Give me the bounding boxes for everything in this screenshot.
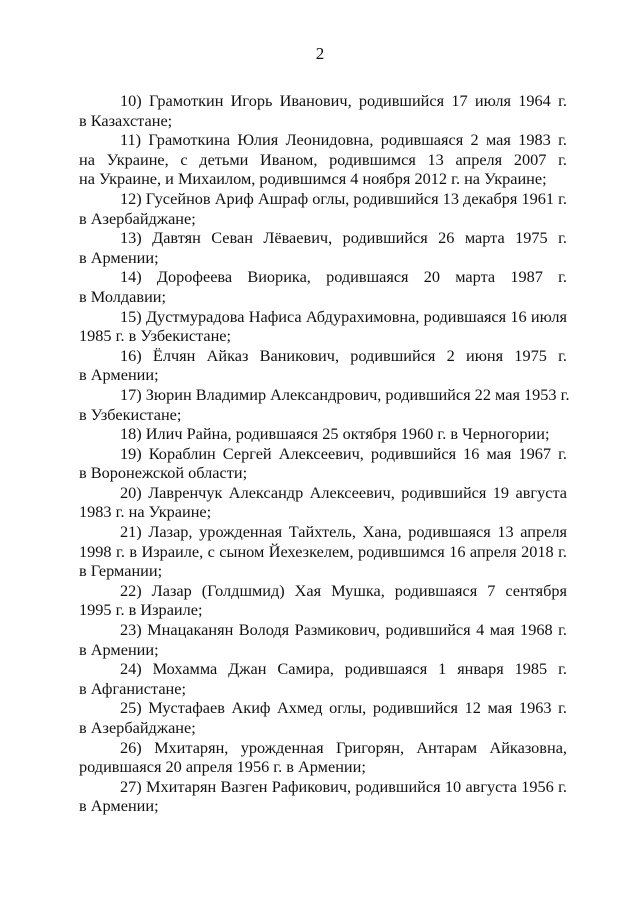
list-item [79, 738, 567, 777]
list-item [79, 189, 567, 228]
list-item-line: 27) Мхитарян Вазген Рафикович, родившийся 10 августа 1956 г. [120, 776, 567, 796]
list-item-line: 16) Ёлчян Айказ Ваникович, родившийся 2 июня 1975 г. [120, 345, 567, 365]
list-item-line: 13) Давтян Севан Лёваевич, родившийся 26 марта 1975 г. [120, 228, 567, 248]
list-item-line: в Армении; [79, 639, 159, 659]
list-item [79, 130, 567, 189]
list-item-line: 1983 г. на Украине; [79, 502, 212, 522]
list-item-line: в Азербайджане; [79, 718, 196, 737]
list-item [79, 483, 567, 522]
list-item-line: 10) Грамоткин Игорь Иванович, родившийся 17 июля 1964 г. [120, 91, 567, 110]
list-item [79, 659, 567, 698]
list-item-line: на Украине, и Михаилом, родившимся 4 ноября 2012 г. на Украине; [79, 169, 547, 189]
list-item-line: 20) Лавренчук Александр Алексеевич, родившийся 19 августа [120, 482, 567, 502]
list-item-line: 1995 г. в Израиле; [79, 600, 203, 620]
list-item [79, 346, 567, 385]
list-item-line: 1998 г. в Израиле, с сыном Йехезкелем, родившимся 16 апреля 2018 г. [79, 541, 567, 561]
list-item-line: 22) Лазар (Голдшмид) Хая Мушка, родившаяся 7 сентября [120, 580, 567, 600]
list-item-line: в Афганистане; [79, 678, 187, 698]
list-item-line: 11) Грамоткина Юлия Леонидовна, родившаяся 2 мая 1983 г. [120, 130, 567, 150]
list-item-line: в Армении; [79, 247, 159, 267]
list-item [79, 777, 567, 816]
list-item [79, 620, 567, 659]
list-item-line: в Узбекистане; [79, 404, 182, 424]
list-item-line: 1985 г. в Узбекистане; [79, 326, 232, 346]
list-item-line: 19) Кораблин Сергей Алексеевич, родившийся 16 мая 1967 г. [120, 443, 567, 463]
list-item-line: 14) Дорофеева Виорика, родившаяся 20 марта 1987 г. [120, 267, 567, 287]
list-item [79, 698, 567, 737]
list-item-line: 23) Мнацаканян Володя Размикович, родившийся 4 мая 1968 г. [120, 620, 567, 640]
list-item-line: 26) Мхитарян, урожденная Григорян, Антарам Айказовна, [120, 737, 567, 757]
list-item-line: 21) Лазар, урожденная Тайхтель, Хана, родившаяся 13 апреля [120, 522, 567, 542]
list-item [79, 384, 570, 424]
list-item-line: 18) Илич Райна, родившаяся 25 октября 1960 г. в Черногории; [120, 424, 550, 444]
page-number: 2 [315, 44, 325, 63]
list-item-line: родившаяся 20 апреля 1956 г. в Армении; [79, 757, 366, 777]
list-item-line: в Армении; [79, 796, 159, 816]
list-item [79, 228, 567, 267]
list-item [79, 522, 567, 581]
list-item-line: 17) Зюрин Владимир Александрович, родившийся 22 мая 1953 г. [120, 384, 570, 404]
list-item [79, 581, 567, 620]
document-body [79, 91, 570, 816]
list-item-line: в Молдавии; [79, 286, 167, 306]
list-item [79, 91, 567, 130]
list-item-line: в Воронежской области; [79, 463, 248, 483]
list-item-line: в Азербайджане; [79, 208, 196, 228]
list-item [79, 267, 567, 306]
list-item-line: 12) Гусейнов Ариф Ашраф оглы, родившийся 13 декабря 1961 г. [120, 188, 567, 208]
list-item-line: в Казахстане; [79, 110, 173, 130]
list-item [79, 307, 567, 346]
list-item-line: в Армении; [79, 365, 159, 385]
list-item-line: 25) Мустафаев Акиф Ахмед оглы, родившийся 12 мая 1963 г. [120, 698, 567, 718]
list-item-line: в Германии; [79, 561, 163, 581]
list-item-line: 15) Дустмурадова Нафиса Абдурахимовна, родившаяся 16 июля [120, 306, 567, 326]
list-item-line: на Украине, с детьми Иваном, родившимся 13 апреля 2007 г. [79, 149, 567, 169]
list-item [79, 424, 567, 444]
list-item [79, 444, 567, 483]
list-item-line: 24) Мохамма Джан Самира, родившаяся 1 января 1985 г. [120, 659, 567, 679]
